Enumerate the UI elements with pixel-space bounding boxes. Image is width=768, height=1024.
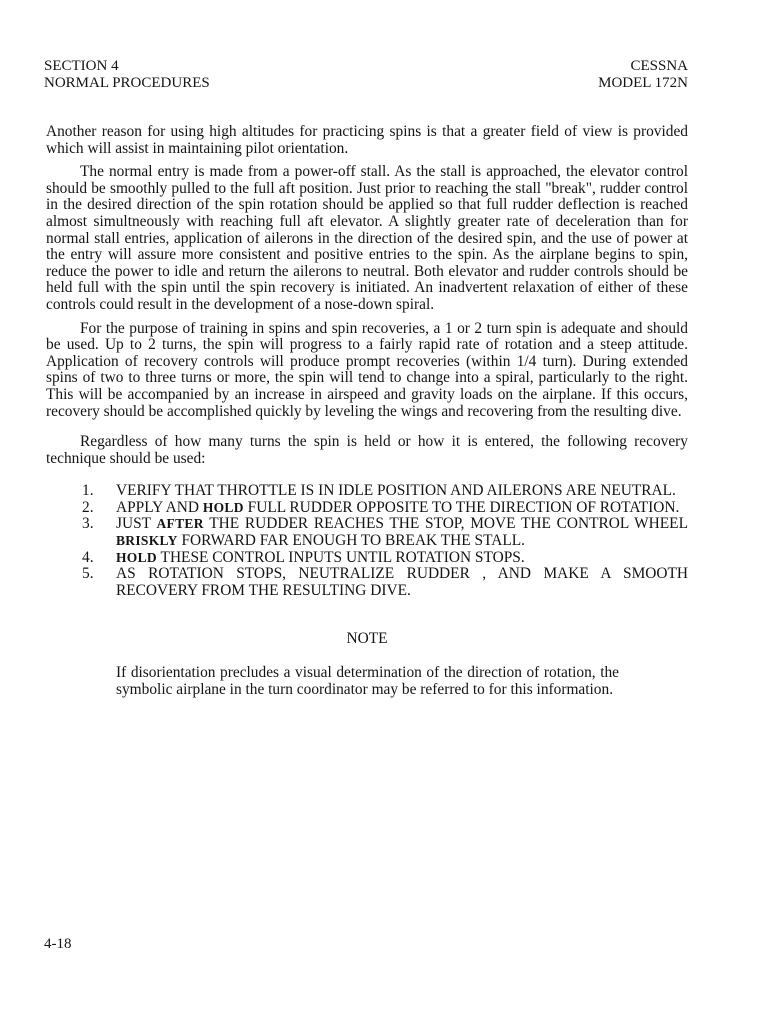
page-number: 4-18 <box>44 936 72 952</box>
list-item <box>46 516 688 549</box>
page-body <box>46 124 688 698</box>
list-item <box>46 500 688 517</box>
step-emphasis: HOLD <box>202 499 244 515</box>
page-header <box>44 58 688 98</box>
paragraph-training-spins: For the purpose of training in spins and spin recoveries, a 1 or 2 turn spin is adequate and should be used. Up to 2 turns, the spin will progress to a fairly rapid rate of rotation and a steep attitude. Application of recovery controls will produce prompt recoveries (within 1/4 turn). During extended spins of two to three turns or more, the spin will tend to change into a spiral, particularly to the right. This will be accompanied by an increase in airspeed and gravity loads on the airplane. If this occurs, recovery should be accomplished quickly by leveling the wings and recovering from the resulting dive. <box>46 319 688 420</box>
step-text: VERIFY THAT THROTTLE IS IN IDLE POSITION AND AILERONS ARE NEUTRAL. <box>116 482 676 500</box>
header-model-block <box>598 58 688 92</box>
step-text: JUST <box>116 515 157 533</box>
recovery-steps-list <box>46 483 688 599</box>
model-name: MODEL 172N <box>598 75 688 91</box>
step-text: THE RUDDER REACHES THE STOP, MOVE THE CONTROL WHEEL <box>203 515 688 533</box>
paragraph-normal-entry: The normal entry is made from a power-off stall. As the stall is approached, the elevator control should be smoothly pulled to the full aft position. Just prior to reaching the stall "break", rudder control in the desired direction of the spin rotation should be applied so that full rudder deflection is reached almost simultneously with reaching full aft elevator. A slightly greater rate of deceleration than for normal stall entries, application of ailerons in the direction of the desired spin, and the use of power at the entry will assure more consistent and positive entries to the spin. As the airplane begins to spin, reduce the power to idle and return the ailerons to neutral. Both elevator and rudder controls should be held full with the spin until the spin recovery is initiated. An inadvertent relaxation of either of these controls could result in the development of a nose-down spiral. <box>46 163 688 313</box>
step-text: AS ROTATION STOPS, NEUTRALIZE RUDDER , AND MAKE A SMOOTH RECOVERY FROM THE RESULTING DIVE. <box>116 565 688 599</box>
list-item <box>46 566 688 599</box>
step-emphasis: AFTER <box>156 516 204 532</box>
paragraph-recovery-intro: Regardless of how many turns the spin is held or how it is entered, the following recovery technique should be used: <box>46 433 688 467</box>
step-text: THESE CONTROL INPUTS UNTIL ROTATION STOPS. <box>156 548 525 566</box>
note-title: NOTE <box>346 630 388 648</box>
step-number: 1. <box>82 482 94 500</box>
step-emphasis: HOLD <box>116 549 157 565</box>
step-text: FULL RUDDER OPPOSITE TO THE DIRECTION OF ROTATION. <box>243 498 680 516</box>
section-number: SECTION 4 <box>44 58 119 74</box>
note-text: If disorientation precludes a visual determination of the direction of rotation, the symbolic airplane in the turn coordinator may be referred to for this information. <box>116 664 619 699</box>
step-text: FORWARD FAR ENOUGH TO BREAK THE STALL. <box>177 532 526 550</box>
list-item <box>46 483 688 500</box>
step-number: 5. <box>82 565 94 583</box>
step-number: 2. <box>82 498 94 516</box>
step-number: 3. <box>82 515 94 533</box>
step-text: APPLY AND <box>116 498 203 516</box>
step-emphasis: BRISKLY <box>116 533 178 549</box>
section-title: NORMAL PROCEDURES <box>44 75 210 91</box>
paragraph-high-altitude: Another reason for using high altitudes for practicing spins is that a greater field of view is provided which will assist in maintaining pilot orientation. <box>46 123 688 157</box>
list-item <box>46 550 688 567</box>
header-section-block <box>44 58 210 92</box>
manufacturer-name: CESSNA <box>630 58 688 74</box>
step-number: 4. <box>82 548 94 566</box>
